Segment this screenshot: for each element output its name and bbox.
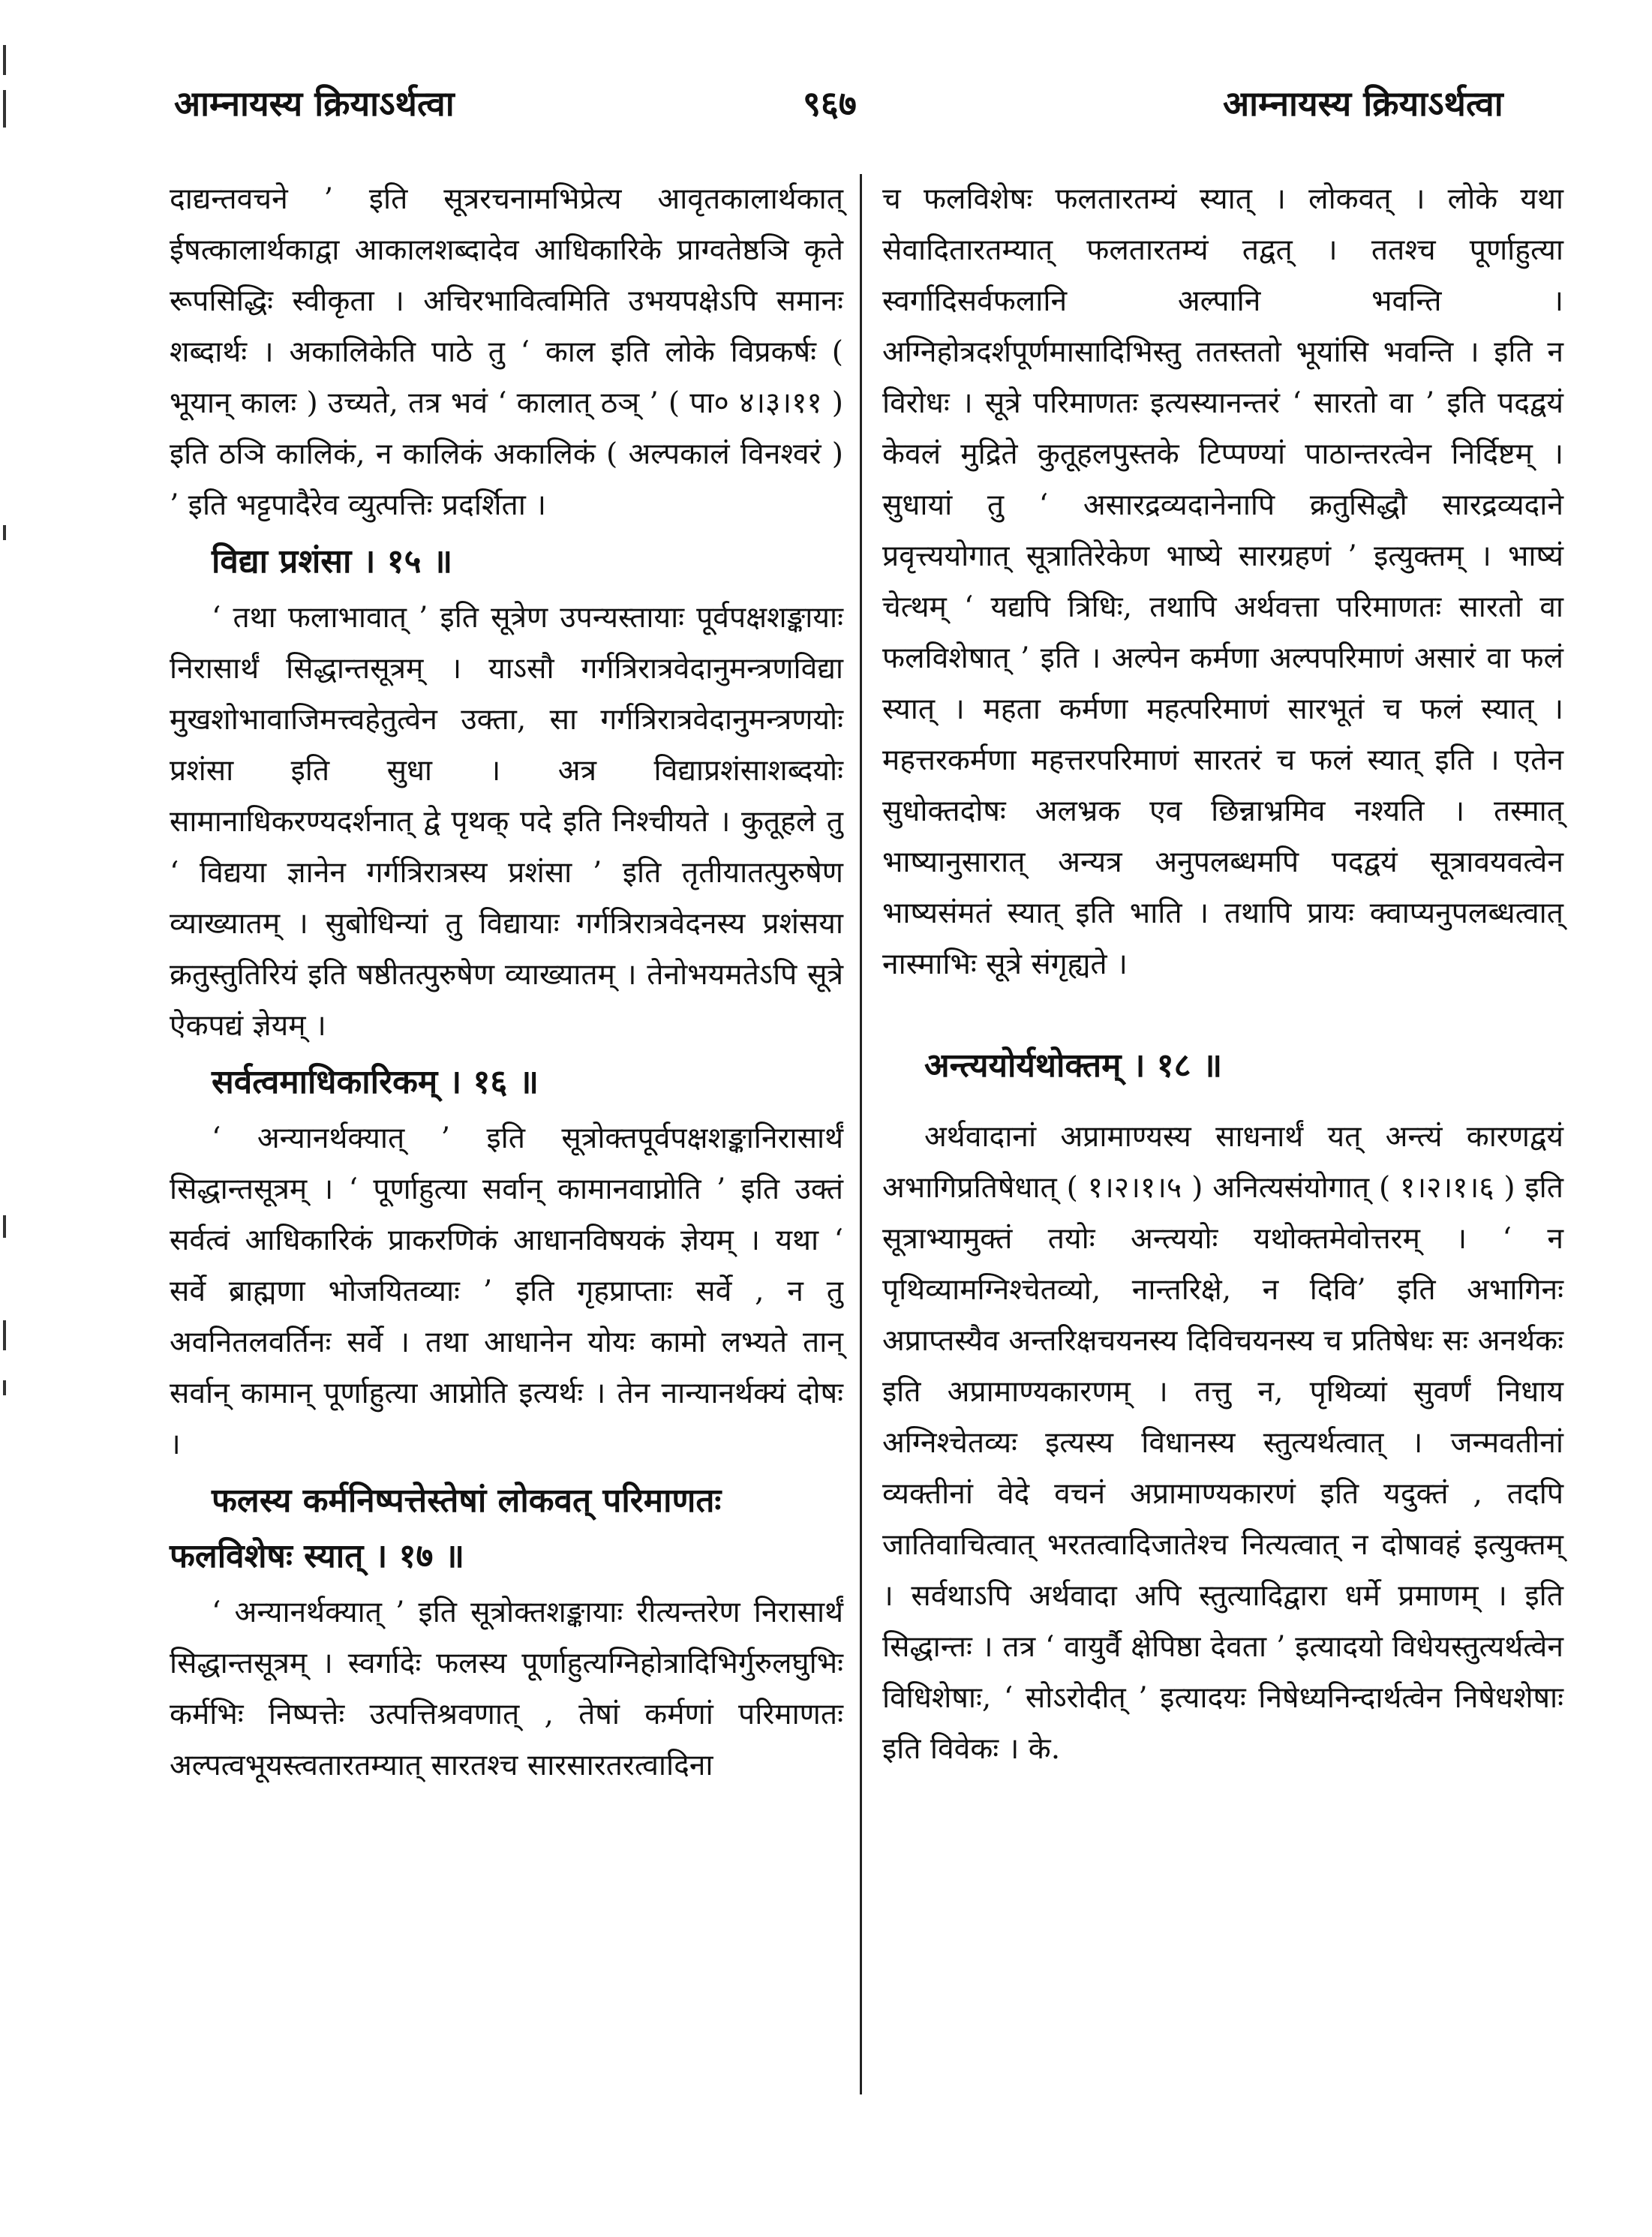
- left-paragraph-3: ‘ अन्यानर्थक्यात् ’ इति सूत्रोक्तपूर्वपक्षशङ्कानिरासार्थं सिद्धान्तसूत्रम् । ‘ पूर्णाहुत्या सर्वान् कामानवाप्नोति ’ इति उक्तं सर्वत्वं आधिकारिकं प्राकरणिकं आधानविषयकं ज्ञेयम् । यथा ‘ सर्वे ब्राह्मणा भोजयितव्याः ’ इति गृहप्राप्ताः सर्वे , न तु अवनितलवर्तिनः सर्वे । तथा आधानेन योयः कामो लभ्यते तान् सर्वान् कामान् पूर्णाहुत्या आप्नोति इत्यर्थः । तेन नान्यानर्थक्यं दोषः ।: [170, 1122, 843, 1461]
- left-paragraph-4: ‘ अन्यानर्थक्यात् ’ इति सूत्रोक्तशङ्कायाः रीत्यन्तरेण निरासार्थं सिद्धान्तसूत्रम् । स्वर्गादेः फलस्य पूर्णाहुत्यग्निहोत्रादिभिर्गुरुलघुभिः कर्मभिः निष्पत्तेः उत्पत्तिश्रवणात् , तेषां कर्मणां परिमाणतः अल्पत्वभूयस्त्वतारतम्यात् सारतश्च सारसारतरत्वादिना: [170, 1596, 843, 1782]
- left-paragraph-1: दाद्यन्तवचने ’ इति सूत्ररचनामभिप्रेत्य आवृतकालार्थकात् ईषत्कालार्थकाद्वा आकालशब्दादेव आधिकारिके प्राग्वतेष्ठञि कृते रूपसिद्धिः स्वीकृता । अचिरभावित्वमिति उभयपक्षेऽपि समानः शब्दार्थः । अकालिकेति पाठे तु ‘ काल इति लोके विप्रकर्षः ( भूयान् कालः ) उच्यते, तत्र भवं ‘ कालात् ठञ् ’ ( पा० ४।३।११ ) इति ठञि कालिकं, न कालिकं अकालिकं ( अल्पकालं विनश्वरं ) ’ इति भट्टपादैरेव व्युत्पत्तिः प्रदर्शिता ।: [170, 182, 843, 522]
- sutra-heading-18: अन्त्ययोर्यथोक्तम् । १८ ॥: [924, 1046, 1223, 1085]
- sutra-heading-16: सर्वत्वमाधिकारिकम् । १६ ॥: [212, 1063, 539, 1101]
- right-paragraph-1: च फलविशेषः फलतारतम्यं स्यात् । लोकवत् । लोके यथा सेवादितारतम्यात् फलतारतम्यं तद्वत् । ततश्च पूर्णाहुत्या स्वर्गादिसर्वफलानि अल्पानि भवन्ति । अग्निहोत्रदर्शपूर्णमासादिभिस्तु ततस्ततो भूयांसि भवन्ति । इति न विरोधः । सूत्रे परिमाणतः इत्यस्यानन्तरं ‘ सारतो वा ’ इति पदद्वयं केवलं मुद्रिते कुतूहलपुस्तके टिप्पण्यां पाठान्तरत्वेन निर्दिष्टम् । सुधायां तु ‘ असारद्रव्यदानेनापि क्रतुसिद्धौ सारद्रव्यदाने प्रवृत्त्ययोगात् सूत्रातिरेकेण भाष्ये सारग्रहणं ’ इत्युक्तम् । भाष्यं चेत्थम् ‘ यद्यपि त्रिधिः, तथापि अर्थवत्ता परिमाणतः सारतो वा फलविशेषात् ’ इति । अल्पेन कर्मणा अल्पपरिमाणं असारं वा फलं स्यात् । महता कर्मणा महत्परिमाणं सारभूतं च फलं स्यात् । महत्तरकर्मणा महत्तरपरिमाणं सारतरं च फलं स्यात् इति । एतेन सुधोक्तदोषः अलभ्रक एव छिन्नाभ्रमिव नश्यति । तस्मात् भाष्यानुसारात् अन्यत्र अनुपलब्धमपि पदद्वयं सूत्रावयवत्वेन भाष्यसंमतं स्यात् इति भाति । तथापि प्रायः क्वाप्यनुपलब्धत्वात् नास्माभिः सूत्रे संगृह्यते ।: [882, 182, 1563, 981]
- running-title-right: आम्नायस्य क्रियाऽर्थत्वा: [1223, 83, 1503, 124]
- column-divider: [860, 174, 862, 2094]
- sutra-heading-17: फलस्य कर्मनिष्पत्तेस्तेषां लोकवत् परिमाणतः फलविशेषः स्यात् । १७ ॥: [170, 1482, 722, 1575]
- running-title-left: आम्नायस्य क्रियाऽर्थत्वा: [174, 83, 455, 124]
- sutra-heading-15: विद्या प्रशंसा । १५ ॥: [212, 542, 453, 581]
- right-paragraph-2: अर्थवादानां अप्रामाण्यस्य साधनार्थं यत् अन्त्यं कारणद्वयं अभागिप्रतिषेधात् ( १।२।१।५ ) अनित्यसंयोगात् ( १।२।१।६ ) इति सूत्राभ्यामुक्तं तयोः अन्त्ययोः यथोक्तमेवोत्तरम् । ‘ न पृथिव्यामग्निश्चेतव्यो, नान्तरिक्षे, न दिवि’ इति अभागिनः अप्राप्तस्यैव अन्तरिक्षचयनस्य दिविचयनस्य च प्रतिषेधः सः अनर्थकः इति अप्रामाण्यकारणम् । तत्तु न, पृथिव्यां सुवर्णं निधाय अग्निश्चेतव्यः इत्यस्य विधानस्य स्तुत्यर्थत्वात् । जन्मवतीनां व्यक्तीनां वेदे वचनं अप्रामाण्यकारणं इति यदुक्तं , तदपि जातिवाचित्वात् भरतत्वादिजातेश्च नित्यत्वात् न दोषावहं इत्युक्तम् । सर्वथाऽपि अर्थवादा अपि स्तुत्यादिद्वारा धर्मे प्रमाणम् । इति सिद्धान्तः । तत्र ‘ वायुर्वै क्षेपिष्ठा देवता ’ इत्यादयो विधेयस्तुत्यर्थत्वेन विधिशेषाः, ‘ सोऽरोदीत् ’ इत्यादयः निषेध्यनिन्दार्थत्वेन निषेधशेषाः इति विवेकः । के.: [882, 1120, 1563, 1766]
- page-header: [0, 75, 1652, 128]
- left-paragraph-2: ‘ तथा फलाभावात् ’ इति सूत्रेण उपन्यस्तायाः पूर्वपक्षशङ्कायाः निरासार्थं सिद्धान्तसूत्रम् । याऽसौ गर्गत्रिरात्रवेदानुमन्त्रणविद्या मुखशोभावाजिमत्त्वहेतुत्वेन उक्ता, सा गर्गत्रिरात्रवेदानुमन्त्रणयोः प्रशंसा इति सुधा । अत्र विद्याप्रशंसाशब्दयोः सामानाधिकरण्यदर्शनात् द्वे पृथक् पदे इति निश्चीयते । कुतूहले तु ‘ विद्यया ज्ञानेन गर्गत्रिरात्रस्य प्रशंसा ’ इति तृतीयातत्पुरुषेण व्याख्यातम् । सुबोधिन्यां तु विद्यायाः गर्गत्रिरात्रवेदनस्य प्रशंसया क्रतुस्तुतिरियं इति षष्ठीतत्पुरुषेण व्याख्यातम् । तेनोभयमतेऽपि सूत्रे ऐकपद्यं ज्ञेयम् ।: [170, 601, 843, 1043]
- left-column: [170, 174, 843, 1791]
- page-number: ९६७: [803, 83, 857, 124]
- right-column: [882, 174, 1563, 1775]
